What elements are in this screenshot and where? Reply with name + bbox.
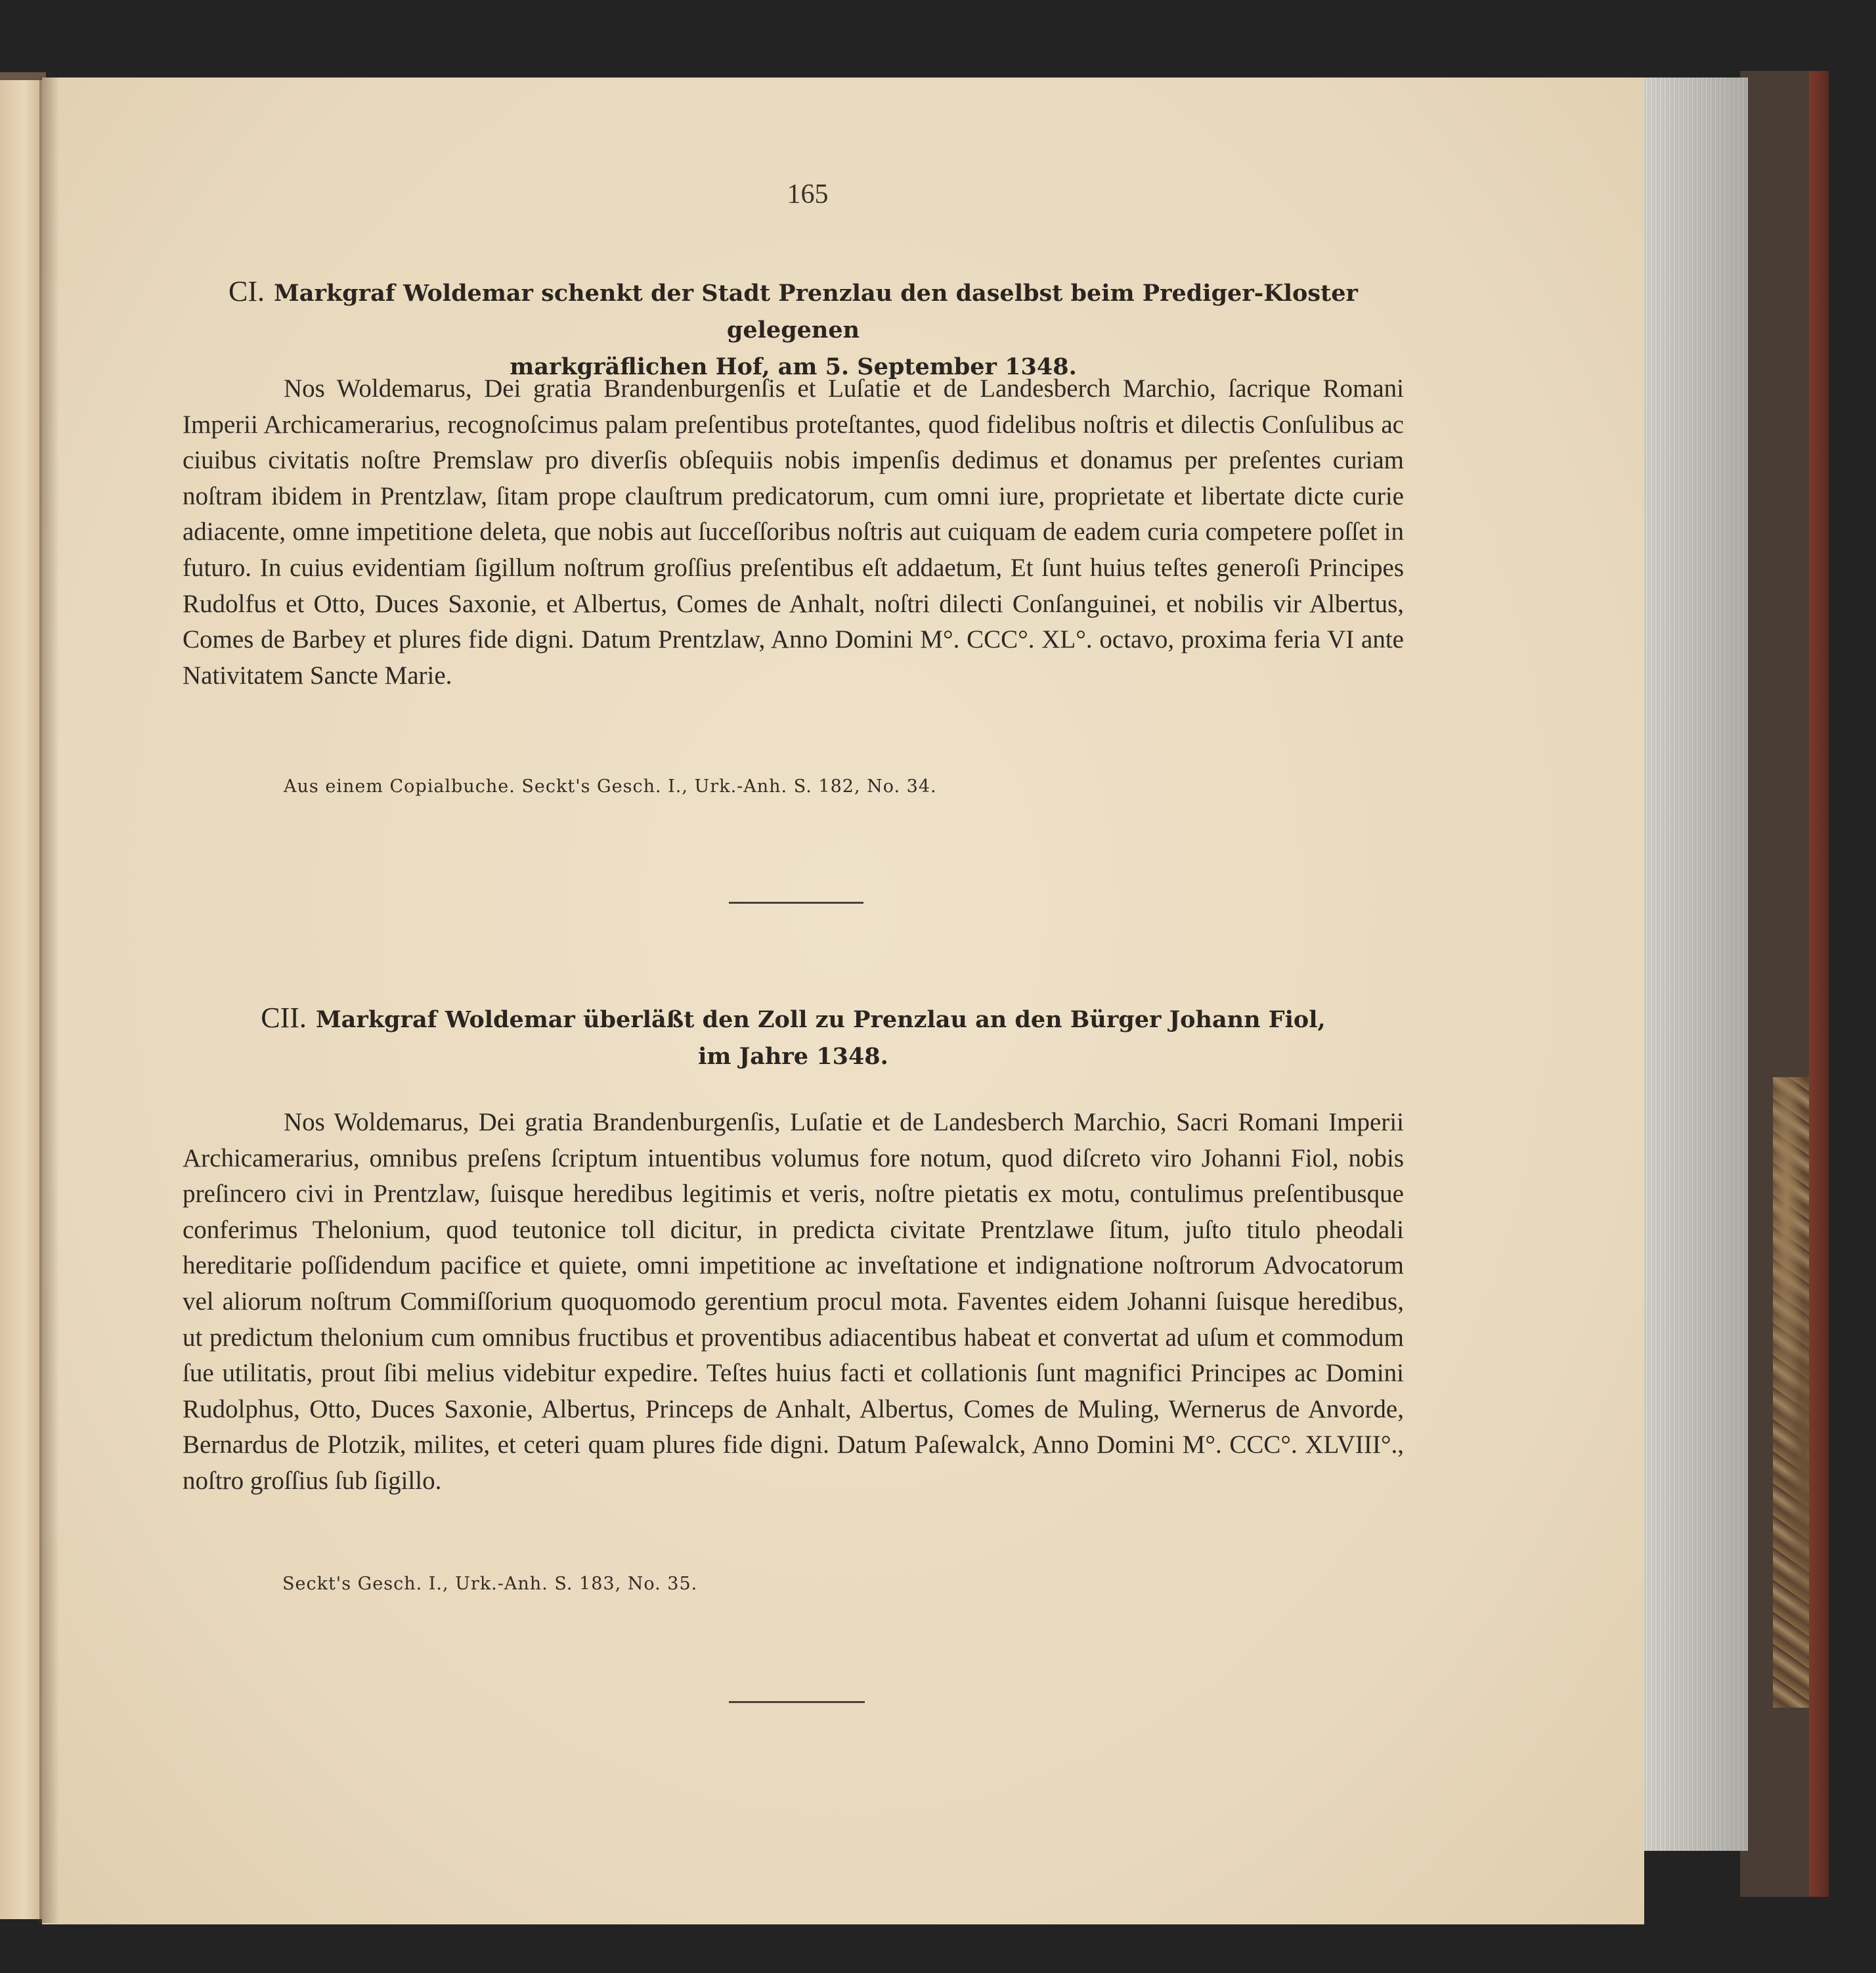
heading-line-text: markgräflichen Hof, am 5. September 1348. <box>510 353 1077 380</box>
heading-line-text: Markgraf Woldemar überläßt den Zoll zu Prenzlau an den Bürger Johann Fiol, <box>315 1006 1326 1033</box>
heading-line-text: Markgraf Woldemar schenkt der Stadt Prenzlau den daselbst beim Prediger-Kloster gelegenen <box>274 280 1358 344</box>
page-number: 165 <box>787 179 829 210</box>
left-page-edge <box>0 80 45 1919</box>
charter-text: Nos Woldemarus, Dei gratia Brandenburgenſis, Luſatie et de Landesberch Marchio, Sacri Romani Imperii Archicamerarius, omnibus preſens ſcriptum intuentibus volumus fore notum, quod diſcreto viro Johanni Fiol, nobis preſincero civi in Prentzlaw, ſuisque heredibus legitimis et veris, noſtre pietatis ex motu, contulimus preſentibusque conferimus Thelonium, quod teutonice toll dicitur, in predicta civitate Prentzlawe ſitum, juſto titulo pheodali hereditarie poſſidendum pacifice et quiete, omni impetitione ac inveſtatione et indignatione noſtrorum Advocatorum vel aliorum noſtrum Commiſſorium quoquomodo gerentium procul mota. Faventes eidem Johanni ſuisque heredibus, ut predictum thelonium cum omnibus fructibus et proventibus adiacentibus habeat et convertat ad uſum et commodum ſue utilitatis, prout ſibi melius videbitur expedire. Teſtes huius facti et collationis ſunt magnifici Principes ac Domini Rudolphus, Otto, Duces Saxonie, Albertus, Princeps de Anhalt, Albertus, Comes de Muling, Wernerus de Anvorde, Bernardus de Plotzik, milites, et ceteri quam plures fide digni. Datum Paſewalck, Anno Domini M°. CCC°. XLVIII°., noſtro groſſius ſub ſigillo. <box>183 1108 1404 1495</box>
source-citation: Aus einem Copialbuche. Seckt's Gesch. I., Urk.-Anh. S. 182, No. 34. <box>284 776 937 797</box>
section-number: CI. <box>229 275 265 307</box>
section-heading <box>176 1000 1410 1075</box>
section-divider <box>729 902 863 904</box>
section-number: CII. <box>261 1002 307 1034</box>
charter-text: Nos Woldemarus, Dei gratia Brandenburgenſis et Luſatie et de Landesberch Marchio, ſacrique Romani Imperii Archicamerarius, recognoſcimus palam preſentibus proteſtantes, quod fidelibus noſtris et dilectis Conſulibus ac ciuibus civitatis noſtre Premslaw pro diverſis obſequiis nobis impenſis dedimus et donamus per preſentes curiam noſtram ibidem in Prentzlaw, ſitam prope clauſtrum predicatorum, cum omni iure, proprietate et libertate dicte curie adiacente, omne impetitione deleta, que nobis aut ſucceſſoribus noſtris aut cuiquam de eadem curia competere poſſet in futuro. In cuius evidentiam ſigillum noſtrum groſſius preſentibus eſt addaetum, Et ſunt huius teſtes generoſi Principes Rudolfus et Otto, Duces Saxonie, et Albertus, Comes de Anhalt, noſtri dilecti Conſanguinei, et nobilis vir Albertus, Comes de Barbey et plures fide digni. Datum Prentzlaw, Anno Domini M°. CCC°. XL°. octavo, proxima feria VI ante Nativitatem Sancte Marie. <box>183 374 1404 690</box>
section-heading <box>176 273 1410 386</box>
cover-spine <box>1809 71 1829 1897</box>
heading-line <box>176 1000 1410 1038</box>
heading-line-text: im Jahre 1348. <box>698 1043 888 1070</box>
heading-line <box>176 273 1410 349</box>
page-stack-shade <box>1630 78 1748 1851</box>
source-citation: Seckt's Gesch. I., Urk.-Anh. S. 183, No. 35. <box>282 1574 698 1594</box>
section-divider <box>729 1701 865 1703</box>
